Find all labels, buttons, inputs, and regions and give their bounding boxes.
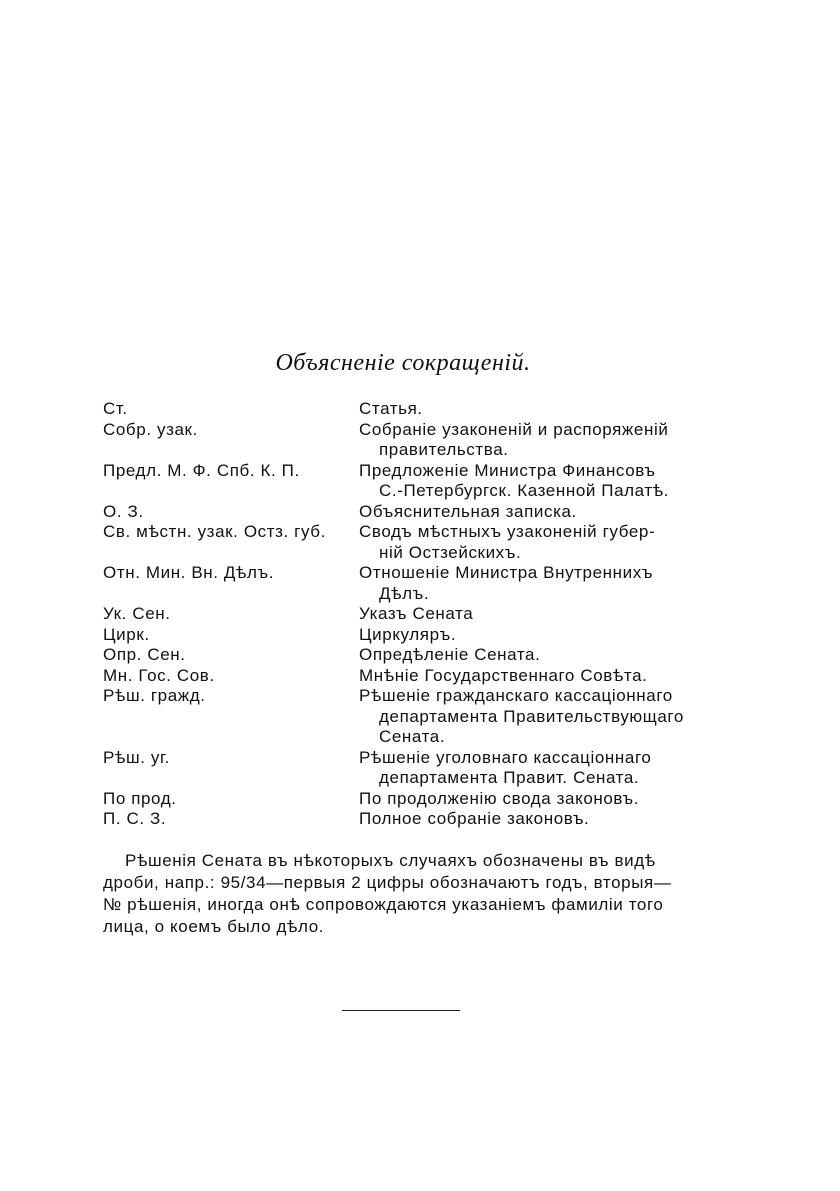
meaning-line: Дѣлъ. — [379, 583, 430, 603]
abbreviation-term: П. С. З. — [103, 809, 167, 828]
meaning-line: Статья. — [359, 399, 423, 418]
abbreviation-row — [103, 522, 703, 563]
abbreviation-meaning — [359, 522, 703, 563]
abbreviation-meaning — [359, 789, 703, 810]
note-line: лица, о коемъ было дѣло. — [103, 917, 325, 936]
abbreviation-meaning — [359, 502, 703, 523]
abbreviation-meaning — [359, 645, 703, 666]
abbreviation-meaning — [359, 809, 703, 830]
page-title: Объясненіе сокращеній. — [275, 350, 531, 376]
abbreviation-term: Мн. Гос. Сов. — [103, 665, 215, 685]
abbreviation-row — [103, 461, 703, 502]
abbreviation-row — [103, 809, 703, 830]
abbreviation-term: Ст. — [103, 399, 128, 418]
abbreviation-row — [103, 625, 703, 646]
meaning-line: ній Остзейскихъ. — [379, 542, 522, 562]
abbreviation-term: По прод. — [103, 788, 177, 808]
abbreviation-row — [103, 686, 703, 748]
meaning-line: Мнѣніе Государственнаго Совѣта. — [359, 665, 648, 685]
meaning-line: Циркуляръ. — [359, 624, 457, 644]
abbreviation-meaning — [359, 625, 703, 646]
abbreviation-meaning — [359, 748, 703, 789]
abbreviation-row — [103, 789, 703, 810]
abbreviation-term: Цирк. — [103, 624, 150, 644]
closing-rule — [342, 1010, 460, 1011]
meaning-line: Опредѣленіе Сената. — [359, 645, 541, 664]
abbreviation-row — [103, 399, 703, 420]
abbreviation-meaning — [359, 604, 703, 625]
meaning-line: Полное собраніе законовъ. — [359, 809, 590, 828]
abbreviation-row — [103, 645, 703, 666]
meaning-line: Сводъ мѣстныхъ узаконеній губер- — [359, 522, 656, 541]
abbreviation-term: О. З. — [103, 501, 144, 521]
abbreviation-row — [103, 563, 703, 604]
meaning-line: Рѣшеніе уголовнаго кассаціоннаго — [359, 747, 652, 767]
abbreviation-row — [103, 604, 703, 625]
abbreviation-term: Опр. Сен. — [103, 645, 186, 664]
abbreviation-meaning — [359, 420, 703, 461]
meaning-line: Сената. — [379, 727, 446, 746]
meaning-line: Собраніе узаконеній и распоряженій — [359, 419, 669, 439]
meaning-line: правительства. — [379, 440, 509, 459]
abbreviation-meaning — [359, 461, 703, 502]
note-line: дроби, напр.: 95/34—первыя 2 цифры обозначаютъ годъ, вторыя— — [103, 873, 672, 892]
meaning-line: Рѣшеніе гражданскаго кассаціоннаго — [359, 686, 673, 705]
abbreviation-meaning — [359, 666, 703, 687]
meaning-line: По продолженію свода законовъ. — [359, 788, 640, 808]
abbreviation-term: Собр. узак. — [103, 419, 198, 439]
meaning-line: Отношеніе Министра Внутреннихъ — [359, 563, 654, 582]
abbreviation-row — [103, 420, 703, 461]
meaning-line: Указъ Сената — [359, 604, 474, 623]
meaning-line: Предложеніе Министра Финансовъ — [359, 460, 656, 480]
abbreviation-meaning — [359, 686, 703, 748]
abbreviation-term: Рѣш. гражд. — [103, 686, 206, 705]
meaning-line: Объяснительная записка. — [359, 501, 577, 521]
meaning-line: С.-Петербургск. Казенной Палатѣ. — [379, 481, 670, 500]
note-line: № рѣшенія, иногда онѣ сопровождаются указаніемъ фамиліи того — [103, 895, 664, 914]
abbreviation-meaning — [359, 563, 703, 604]
meaning-line: департамента Правит. Сената. — [379, 768, 640, 787]
abbreviation-row — [103, 666, 703, 687]
abbreviation-term: Ук. Сен. — [103, 604, 171, 623]
abbreviation-term: Отн. Мин. Вн. Дѣлъ. — [103, 563, 275, 582]
abbreviation-meaning — [359, 399, 703, 420]
abbreviations-table — [103, 399, 703, 830]
explanatory-note — [103, 850, 703, 938]
abbreviations-body — [103, 399, 703, 830]
abbreviation-term: Св. мѣстн. узак. Остз. губ. — [103, 522, 326, 541]
note-line: Рѣшенія Сената въ нѣкоторыхъ случаяхъ обозначены въ видѣ — [125, 851, 656, 870]
abbreviation-term: Рѣш. уг. — [103, 747, 170, 767]
abbreviation-row — [103, 502, 703, 523]
abbreviation-row — [103, 748, 703, 789]
meaning-line: департамента Правительствующаго — [379, 706, 684, 726]
abbreviation-term: Предл. М. Ф. Спб. К. П. — [103, 460, 300, 480]
